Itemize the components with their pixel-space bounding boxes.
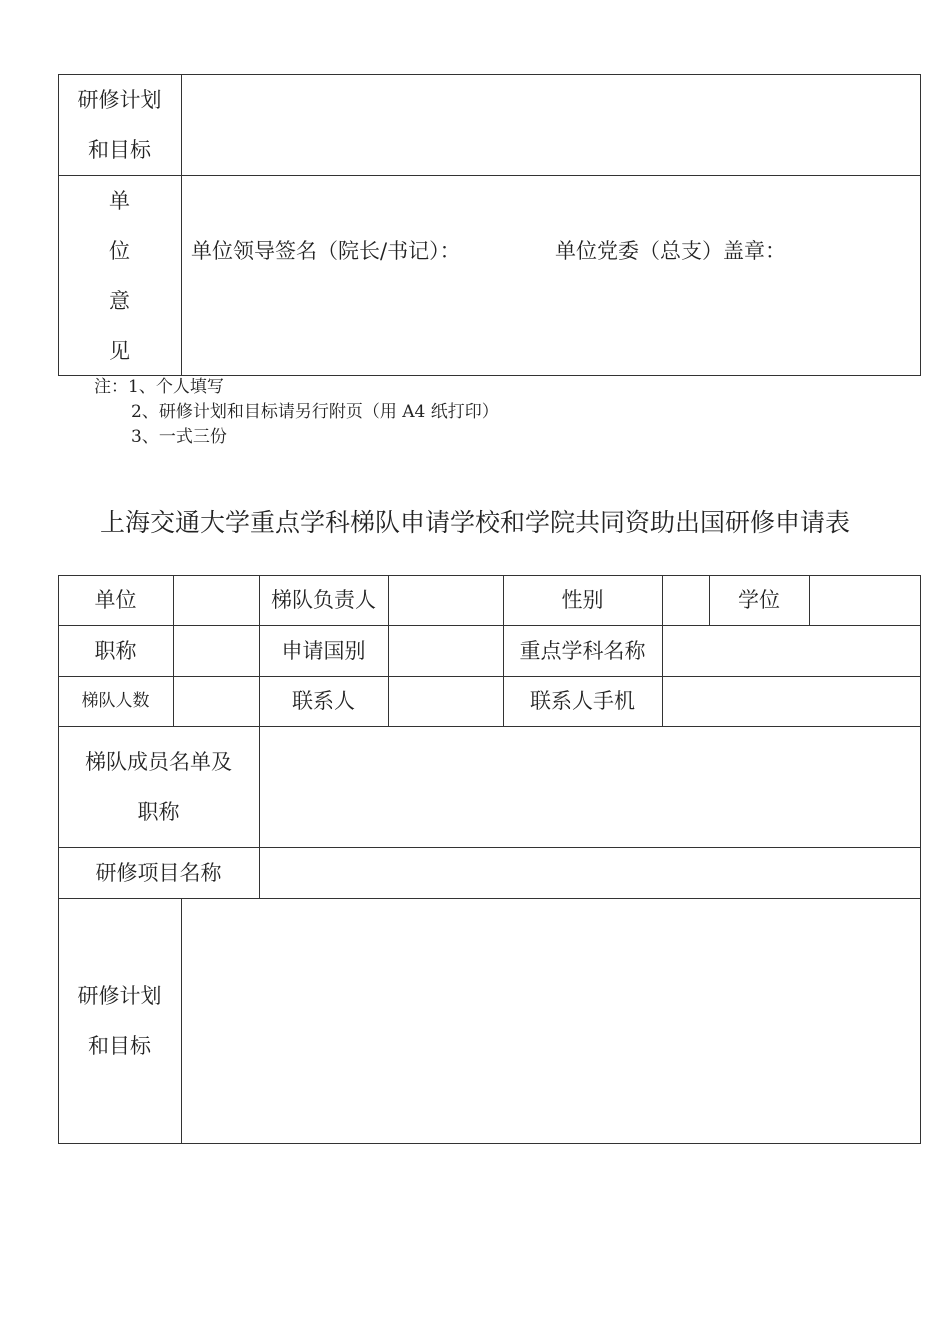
plan-label: 研修计划 和目标: [77, 88, 162, 162]
plan-goals-field[interactable]: [182, 899, 920, 1143]
unit-label: 单位: [94, 588, 137, 612]
title-label: 职称: [94, 639, 137, 663]
note-line-2: 2、研修计划和目标请另行附页（用 A4 纸打印）: [131, 402, 499, 422]
title-field[interactable]: [174, 626, 259, 676]
form-title: 上海交通大学重点学科梯队申请学校和学院共同资助出国研修申请表: [99, 508, 850, 537]
note-line-1: 注：1、个人填写: [94, 377, 224, 397]
party-seal-label: 单位党委（总支）盖章：: [555, 239, 786, 263]
project-name-field[interactable]: [260, 848, 920, 898]
discipline-name-field[interactable]: [663, 626, 920, 676]
plan-goals-label: 研修计划 和目标: [77, 984, 162, 1058]
members-field[interactable]: [260, 727, 920, 847]
discipline-name-label: 重点学科名称: [519, 639, 646, 663]
contact-phone-label: 联系人手机: [530, 689, 635, 713]
contact-field[interactable]: [389, 677, 503, 726]
members-label: 梯队成员名单及 职称: [85, 750, 232, 824]
contact-label: 联系人: [292, 689, 355, 713]
note-line-3: 3、一式三份: [131, 427, 227, 447]
contact-phone-field[interactable]: [663, 677, 920, 726]
leader-signature-label: 单位领导签名（院长/书记）：: [191, 239, 461, 263]
unit-field[interactable]: [174, 576, 259, 625]
team-size-label: 梯队人数: [81, 691, 150, 711]
opinion-label: 单 位 意 见: [109, 189, 130, 363]
degree-label: 学位: [738, 588, 780, 612]
team-leader-field[interactable]: [389, 576, 503, 625]
degree-field[interactable]: [810, 576, 920, 625]
project-name-label: 研修项目名称: [95, 861, 222, 885]
team-leader-label: 梯队负责人: [271, 588, 376, 612]
country-label: 申请国别: [281, 639, 366, 663]
gender-field[interactable]: [663, 576, 709, 625]
plan-input-area[interactable]: [182, 75, 920, 175]
gender-label: 性别: [561, 588, 604, 612]
country-field[interactable]: [389, 626, 503, 676]
team-size-field[interactable]: [174, 677, 259, 726]
